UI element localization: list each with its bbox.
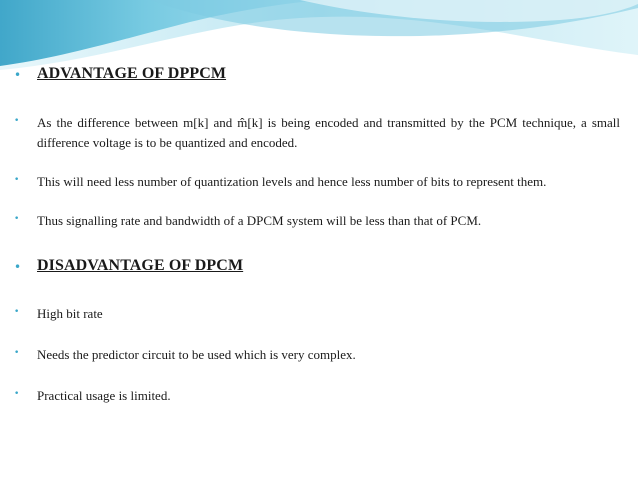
disadvantage-item-text: Practical usage is limited. (37, 388, 171, 403)
advantage-item (0, 211, 638, 233)
bullet-icon: • (14, 348, 20, 358)
bullet-icon: • (14, 68, 22, 82)
bullet-icon: • (14, 175, 20, 185)
advantage-item (0, 113, 638, 157)
advantage-item-text: This will need less number of quantization levels and hence less number of bits to represent them. (37, 174, 547, 189)
bullet-icon: • (14, 307, 20, 317)
bullet-icon: • (14, 260, 22, 274)
disadvantage-item (0, 304, 638, 326)
disadvantage-heading-row (0, 256, 638, 280)
advantage-heading: ADVANTAGE OF DPPCM (37, 65, 227, 82)
disadvantage-item (0, 386, 638, 408)
bullet-icon: • (14, 116, 20, 126)
disadvantage-item-text: Needs the predictor circuit to be used which is very complex. (37, 347, 356, 362)
advantage-item-text: As the difference between m[k] and m̂[k] is being encoded and transmitted by the PCM technique, a small difference voltage is to be quantized and encoded. (37, 115, 620, 150)
bullet-icon: • (14, 389, 20, 399)
disadvantage-item (0, 345, 638, 367)
advantage-item (0, 172, 638, 194)
advantage-heading-row (0, 64, 638, 88)
disadvantage-item-text: High bit rate (37, 306, 103, 321)
bullet-icon: • (14, 214, 20, 224)
disadvantage-heading: DISADVANTAGE OF DPCM (37, 257, 244, 274)
advantage-item-text: Thus signalling rate and bandwidth of a DPCM system will be less than that of PCM. (37, 213, 482, 228)
